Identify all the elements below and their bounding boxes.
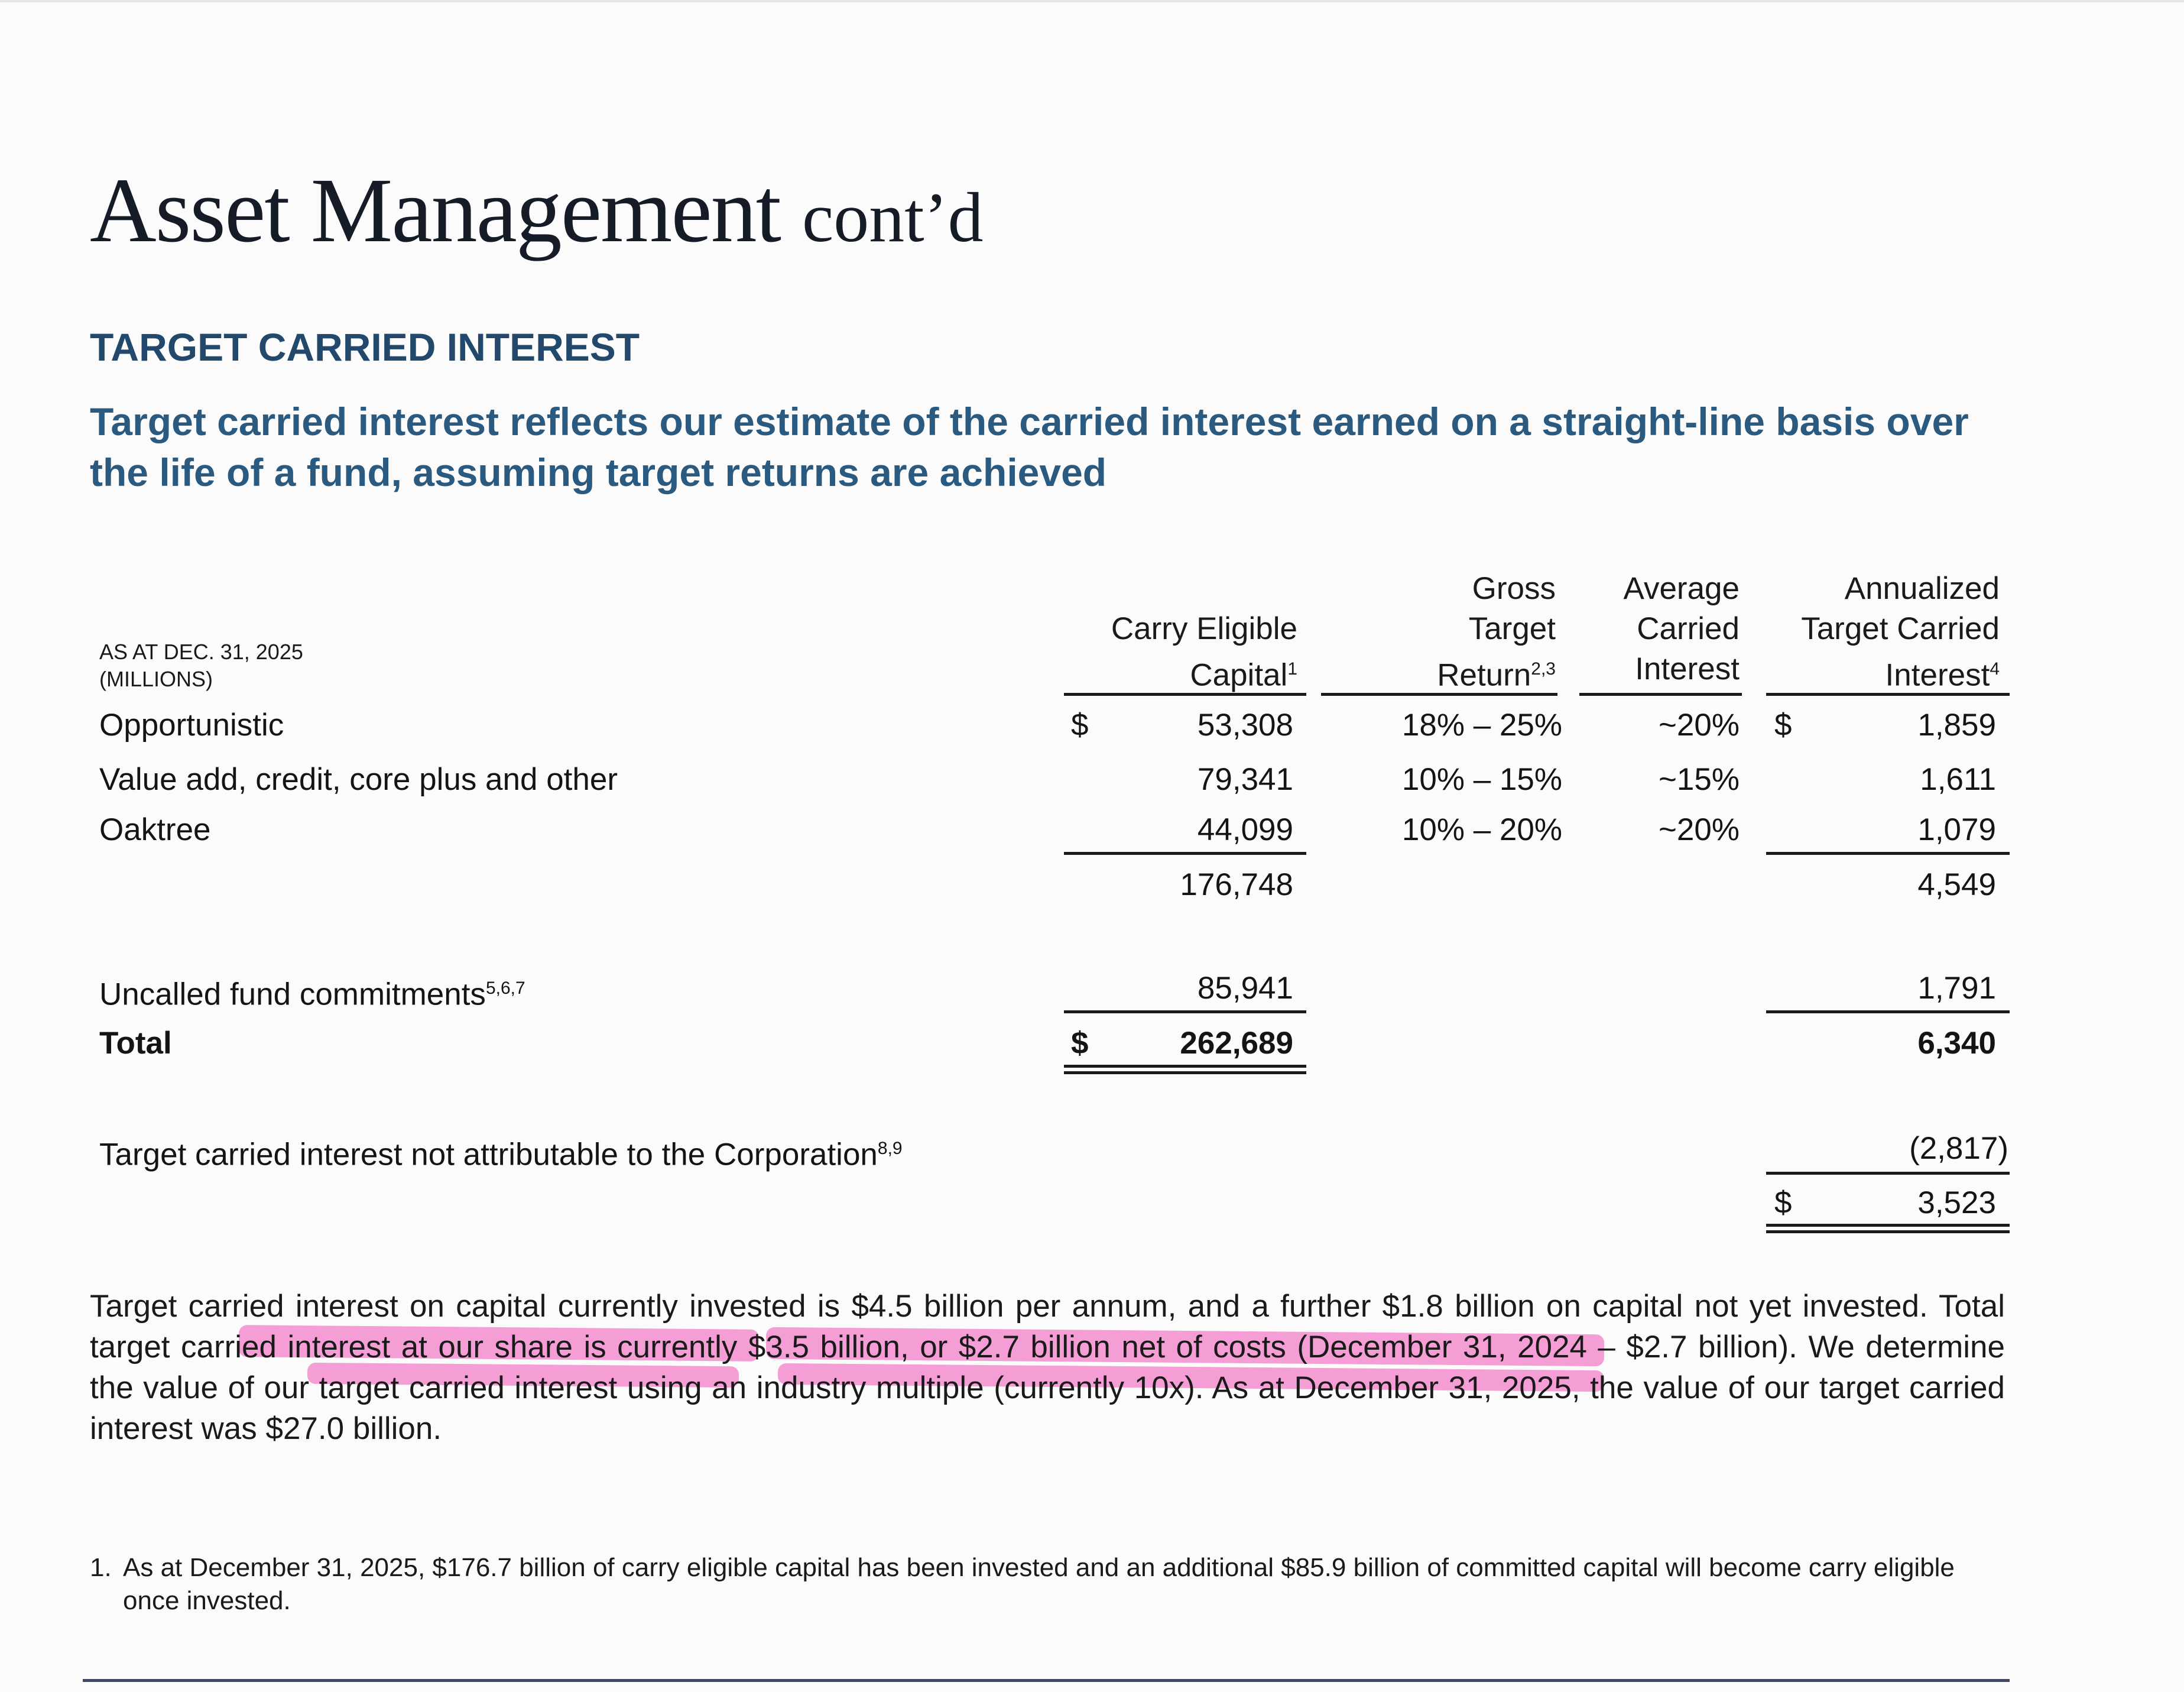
- footnote-text: As at December 31, 2025, $176.7 billion of carry eligible capital has been invested and an additional $85.9 billion of committed capital will become carry eligible once invested.: [123, 1553, 1955, 1615]
- section-heading: TARGET CARRIED INTEREST: [90, 325, 640, 369]
- net-double-rule: [1766, 1224, 2010, 1233]
- cell-capital: 79,341: [1197, 762, 1293, 797]
- paragraph-line: 2025, the value of our target carried interest was $27.0 billion.: [90, 1370, 2005, 1446]
- paragraph-line: invested. Total target carried interest at our share is currently $3.5 billion, or $2.7 billion net of costs (December 31, 2024 –: [90, 1289, 2005, 1364]
- header-rule-annual: [1766, 693, 2010, 696]
- col-header-gross-return: Gross Target Return$^{2,3}$: [1437, 571, 1556, 693]
- cell-gross-return: 10% – 15%: [1401, 762, 1562, 797]
- cell-not-attributable: (2,817): [1909, 1131, 2008, 1166]
- subtotal-rule-annual: [1766, 852, 2010, 855]
- total-label: Total: [99, 1026, 172, 1061]
- summary-paragraph: [90, 1286, 2005, 1449]
- cell-gross-return: 10% – 20%: [1401, 812, 1562, 847]
- table-row-label: Opportunistic: [99, 708, 284, 743]
- cell-subtotal-annualized: 4,549: [1917, 867, 1996, 902]
- currency-symbol: $: [1071, 1026, 1089, 1061]
- total-double-rule: [1064, 1065, 1306, 1074]
- cell-average-carried: ~20%: [1658, 812, 1740, 847]
- cell-capital: 53,308: [1197, 708, 1293, 743]
- not-attributable-label: Target carried interest not attributable to the Corporation$^{8,9}$: [99, 1137, 903, 1172]
- cell-total-annualized: 6,340: [1917, 1026, 1996, 1061]
- cell-average-carried: ~20%: [1658, 708, 1740, 743]
- page-title: Asset Management cont’d: [90, 159, 984, 261]
- cell-gross-return: 18% – 25%: [1401, 708, 1562, 743]
- header-rule-gross: [1321, 693, 1557, 696]
- net-rule: [1766, 1172, 2010, 1175]
- footnote-number: 1.: [90, 1553, 112, 1582]
- table-row-label: Value add, credit, core plus and other: [99, 762, 618, 797]
- cell-subtotal-capital: 176,748: [1180, 867, 1293, 902]
- col-header-annualized: Annualized Target Carried Interest$^4$: [1801, 571, 2000, 693]
- cell-annualized: 1,859: [1917, 708, 1996, 743]
- bottom-rule: [83, 1679, 2010, 1682]
- cell-total-capital: 262,689: [1180, 1026, 1293, 1061]
- table-units: (MILLIONS): [99, 667, 213, 691]
- cell-net-annualized: 3,523: [1917, 1185, 1996, 1220]
- col-header-capital: Carry Eligible Capital$^1$: [1111, 611, 1297, 693]
- cell-average-carried: ~15%: [1658, 762, 1740, 797]
- cell-capital: 44,099: [1197, 812, 1293, 847]
- section-subtitle: Target carried interest reflects our estimate of the carried interest earned on a straight-line basis over the life of a fund, assuming target returns are achieved: [90, 400, 1969, 494]
- cell-annualized: 1,079: [1917, 812, 1996, 847]
- cell-annualized: 1,611: [1920, 762, 1996, 797]
- paragraph-line: Target carried interest on capital currently invested is $4.5 billion per annum, and a further $1.8 billion on capital not yet: [90, 1289, 1792, 1324]
- total-rule-capital: [1064, 1010, 1306, 1013]
- header-rule-capital: [1064, 693, 1306, 696]
- total-rule-annual: [1766, 1010, 2010, 1013]
- top-border: [0, 0, 2184, 2]
- currency-symbol: $: [1774, 708, 1792, 743]
- cell-uncalled-annualized: 1,791: [1917, 971, 1996, 1006]
- cell-uncalled-capital: 85,941: [1197, 971, 1293, 1006]
- page-title-suffix: cont’d: [802, 178, 984, 257]
- uncalled-commitments-label: Uncalled fund commitments$^{5,6,7}$: [99, 977, 525, 1012]
- table-row-label: Oaktree: [99, 812, 211, 847]
- col-header-average-carried: Average Carried Interest: [1623, 571, 1740, 686]
- header-rule-avg: [1579, 693, 1742, 696]
- currency-symbol: $: [1071, 708, 1089, 743]
- table-as-at: AS AT DEC. 31, 2025 (MILLIONS): [99, 640, 303, 691]
- paragraph-line: $2.7 billion). We determine the value of our target carried interest using an industry multiple (currently 10x). As at December 31,: [90, 1330, 2005, 1405]
- footnote: [90, 1551, 1981, 1618]
- subtotal-rule-capital: [1064, 852, 1306, 855]
- currency-symbol: $: [1774, 1185, 1792, 1220]
